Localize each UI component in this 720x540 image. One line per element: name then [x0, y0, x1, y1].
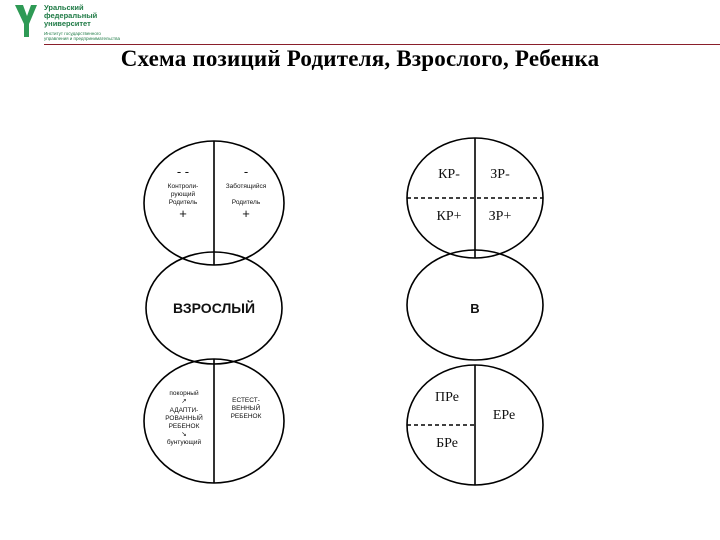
left-child-right-label-1: ЕСТЕСТ- [232, 397, 260, 404]
left-parent-right-bottom-sign: + [242, 206, 250, 221]
left-child-arrow-up: ↗ [181, 398, 187, 405]
left-child-right-label-2: ВЕННЫЙ [231, 405, 261, 412]
left-parent-right-label-2: Родитель [231, 199, 261, 206]
left-adult-label: ВЗРОСЛЫЙ [172, 300, 256, 316]
left-child-label-5: бунтующий [166, 439, 202, 446]
left-parent-left-top-sign: - - [176, 164, 190, 179]
right-child-tl-label: ПРе [435, 390, 459, 405]
left-parent-left-label-3: Родитель [168, 199, 198, 206]
logo-subtitle-line1: Институт государственного [44, 31, 101, 36]
right-parent-tl-label: КР- [438, 167, 460, 182]
left-parent-left-bottom-sign: + [179, 206, 187, 221]
left-child-right-label-3: РЕБЕНОК [230, 413, 262, 420]
left-parent-right-top-sign: - [243, 164, 249, 179]
logo-text-line3: университет [44, 19, 91, 28]
left-parent-left-label-2: рующий [170, 191, 196, 198]
logo-text-line2: федеральный [44, 11, 98, 20]
right-parent-bl-label: КР+ [436, 209, 462, 224]
logo-subtitle-line2: управления и предпринимательства [44, 36, 120, 41]
right-child-right-label: ЕРе [492, 408, 516, 423]
right-parent-tr-label: ЗР- [490, 167, 510, 182]
left-child-label-3: РОВАННЫЙ [165, 415, 203, 422]
left-parent-right-label-1: Заботящийся [225, 183, 267, 190]
right-child-bl-label: БРе [436, 436, 458, 451]
left-child-label-4: РЕБЕНОК [168, 423, 200, 430]
left-child-arrow-down: ↘ [181, 431, 187, 438]
right-parent-br-label: ЗР+ [488, 209, 512, 224]
left-parent-left-label-1: Контроли- [167, 183, 199, 190]
logo-text-line1: Уральский [44, 3, 84, 12]
left-child-label-1: покорный [169, 390, 199, 397]
right-adult-label: В [470, 301, 480, 316]
left-child-label-2: АДАПТИ- [169, 407, 199, 414]
slide-title: Схема позиций Родителя, Взрослого, Ребенка [120, 46, 600, 71]
